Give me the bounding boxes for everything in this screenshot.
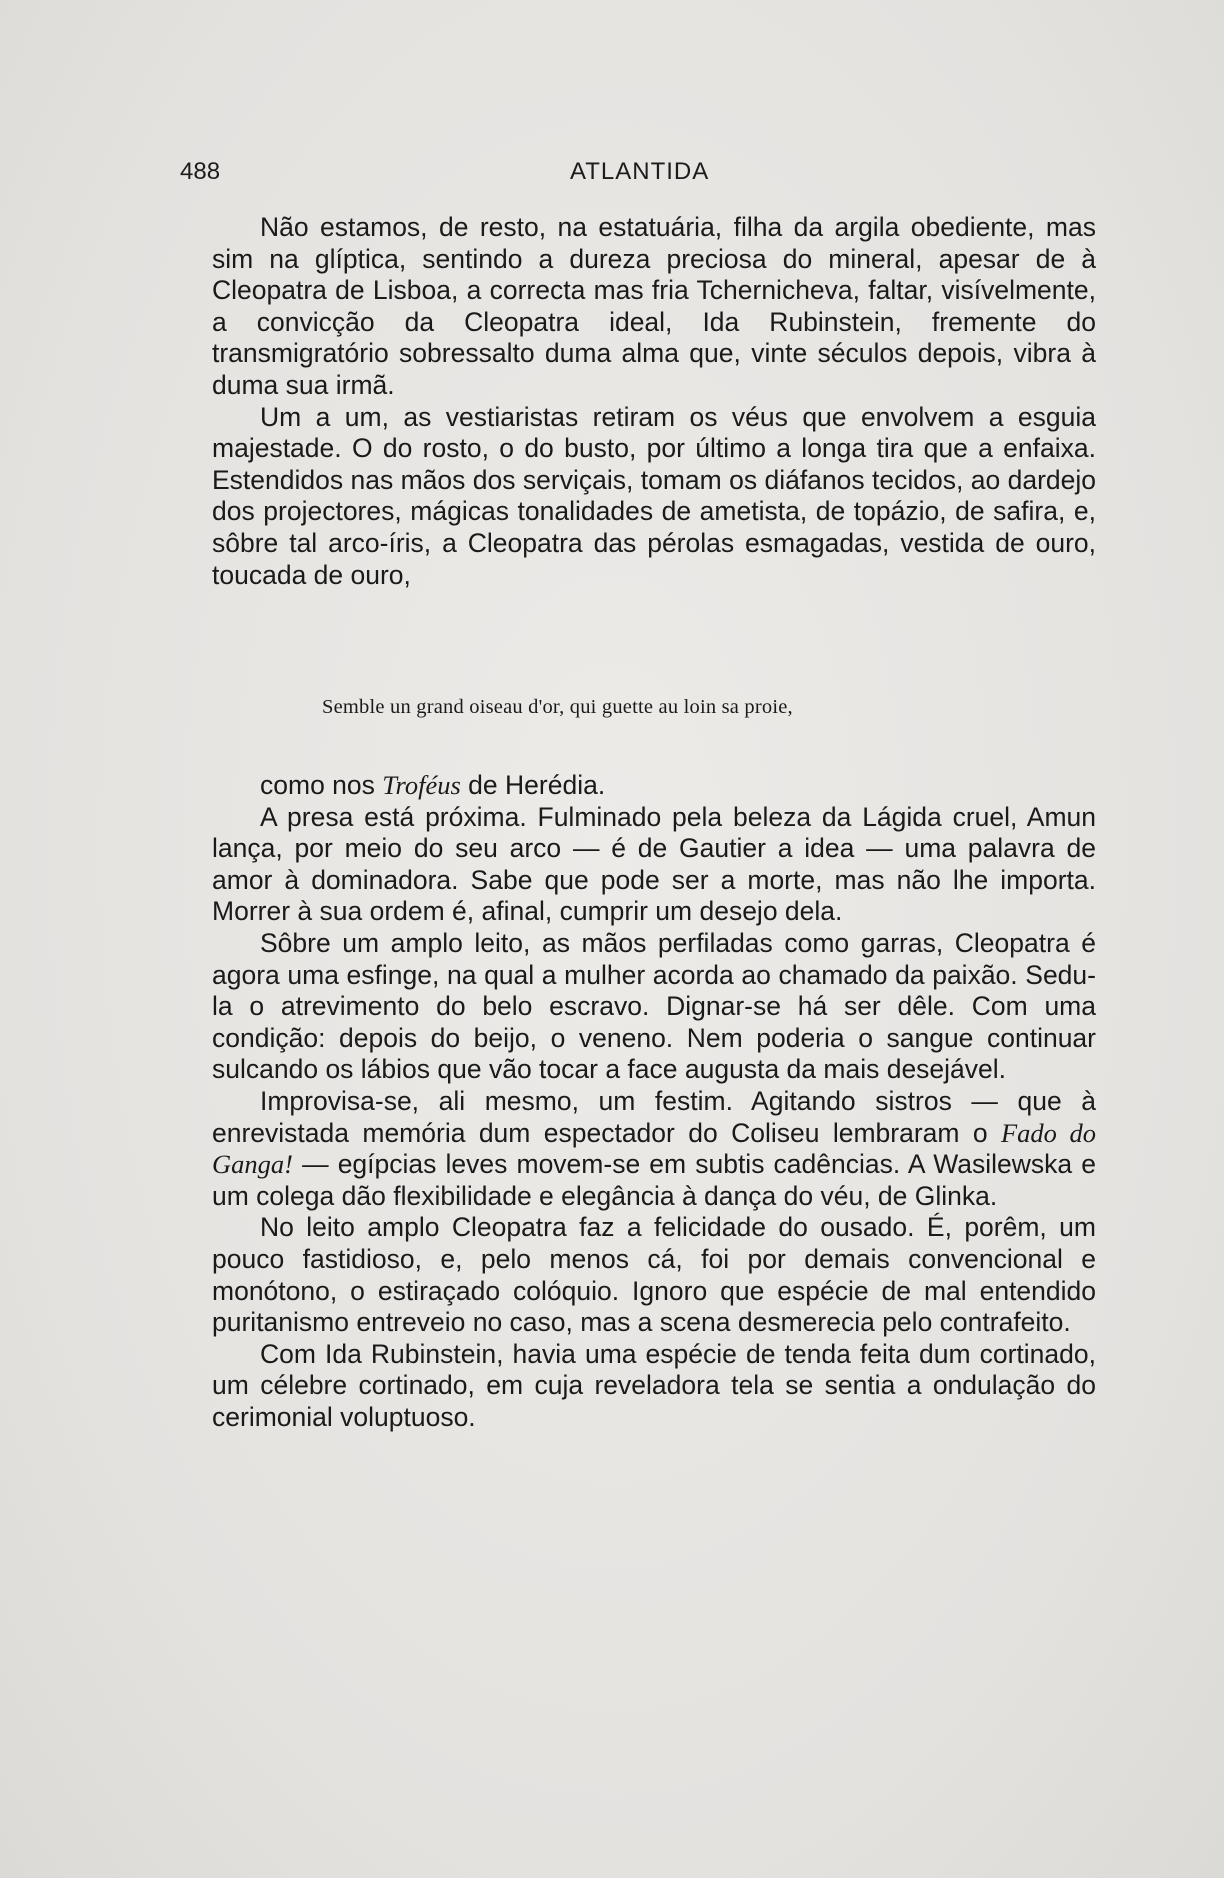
paragraph-2: Um a um, as vestiaristas retiram os véus que envolvem a esguia majestade. O do rosto, o do busto, por último a longa tira que a enfaixa. Estendidos nas mãos dos serviçais, tomam os diáfanos tecidos, ao dardejo dos projectores, mágicas tonalidades de ametista, de topázio, de safira, e, sôbre tal arco-íris, a Cleopatra das pérolas esmagadas, vestida de ouro, toucada de ouro, (212, 401, 1096, 590)
continuation-prefix: como nos (260, 770, 383, 800)
continuation-suffix: de Herédia. (460, 770, 606, 800)
book-title-trofeus: Troféus (382, 770, 461, 800)
festim-before: Improvisa-se, ali mesmo, um festim. Agitando sistros — que à enrevistada memória dum espectador do Coliseu lembraram o (212, 1085, 1096, 1148)
paragraph-1: Não estamos, de resto, na estatuária, filha da argila obediente, mas sim na glíptica, sentindo a dureza preciosa do mineral, apesar de à Cleopatra de Lisboa, a correcta mas fria Tchernicheva, faltar, visívelmente, a convicção da Cleopatra ideal, Ida Rubinstein, fremente do transmigratório sobressalto duma alma que, vinte séculos depois, vibra à duma sua irmã. (212, 212, 1096, 400)
paragraph-3: A presa está próxima. Fulminado pela beleza da Lágida cruel, Amun lança, por meio do seu arco — é de Gautier a idea — uma palavra de amor à dominadora. Sabe que pode ser a morte, mas não lhe importa. Morrer à sua ordem é, afinal, cumprir um desejo dela. (212, 801, 1096, 927)
body-text-top (212, 212, 1096, 591)
paragraph-4: Sôbre um amplo leito, as mãos perfiladas como garras, Cleopatra é agora uma esfinge, na qual a mulher acorda ao chamado da paixão. Sedu-la o atrevimento do belo escravo. Dignar-se há ser dêle. Com uma condição: depois do beijo, o veneno. Nem poderia o sangue continuar sulcando os lábios que vão tocar a face augusta da mais desejável. (212, 927, 1096, 1085)
page-header (0, 150, 1224, 190)
paragraph-7: Com Ida Rubinstein, havia uma espécie de tenda feita dum cortinado, um célebre cortinado, em cuja reveladora tela se sentia a ondulação do cerimonial voluptuoso. (212, 1338, 1096, 1432)
running-title: ATLANTIDA (570, 158, 710, 185)
paragraph-5 (212, 1086, 1096, 1212)
festim-after: — egípcias leves movem-se em subtis cadências. A Wasilewska e um colega dão flexibilidade e elegância à dança do véu, de Glinka. (212, 1149, 1096, 1211)
paragraph-6: No leito amplo Cleopatra faz a felicidade do ousado. É, porêm, um pouco fastidioso, e, pelo menos cá, foi por demais convencional e monótono, o estiraçado colóquio. Ignoro que espécie de mal entendido puritanismo entreveio no caso, mas a scena desmerecia pelo contrafeito. (212, 1212, 1096, 1338)
french-verse-quote: Semble un grand oiseau d'or, qui guette au loin sa proie, (322, 696, 793, 718)
continuation-line (212, 770, 1096, 802)
body-text-bottom (212, 770, 1096, 1433)
page-number: 488 (180, 158, 221, 185)
song-title-fado: Fado do Ganga! (212, 1117, 1097, 1180)
